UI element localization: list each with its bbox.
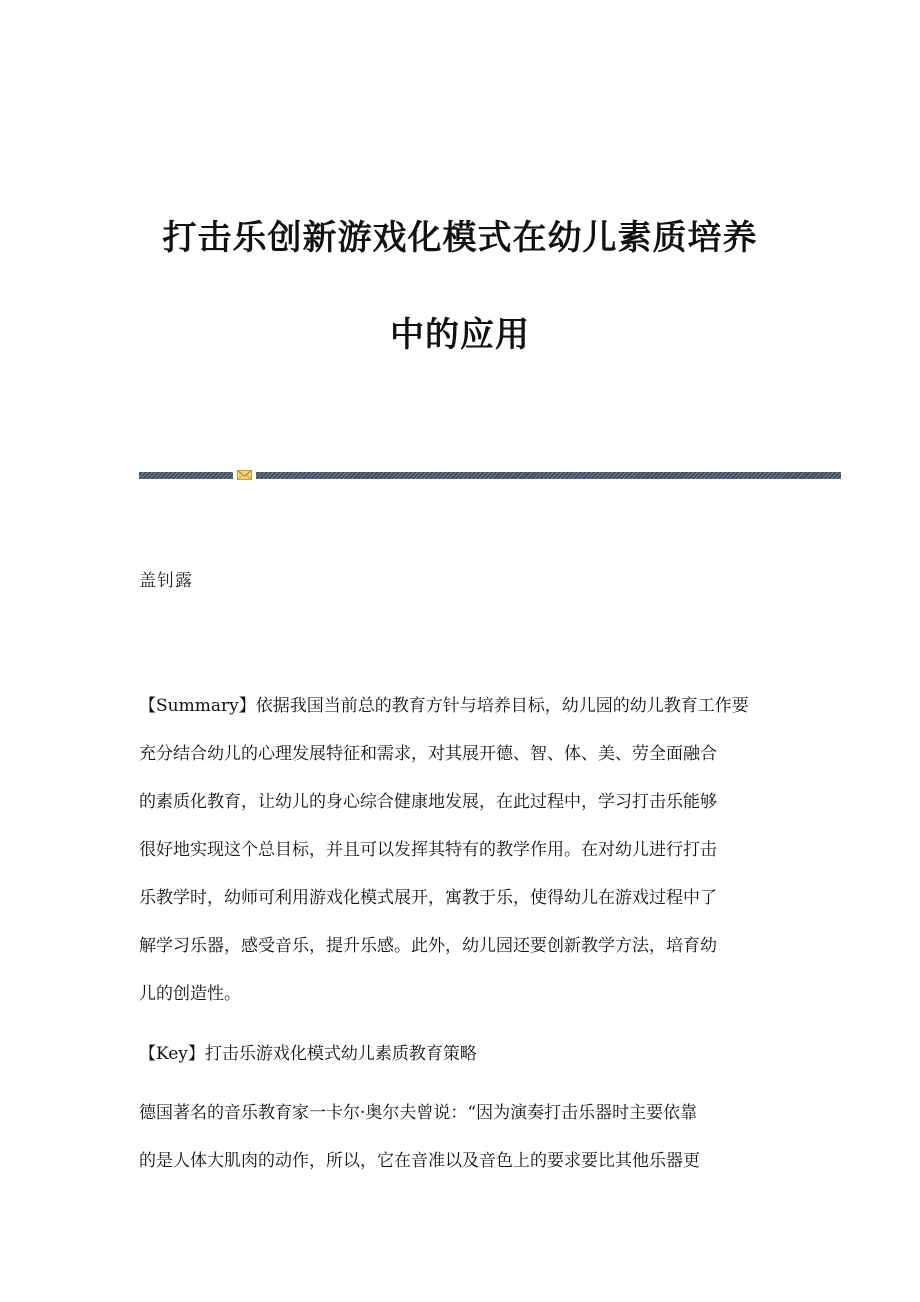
body-line: 德国著名的音乐教育家一卡尔·奥尔夫曾说：“因为演奏打击乐器时主要依靠: [139, 1103, 698, 1123]
title-line-2: 中的应用: [390, 315, 530, 355]
summary-line: 【Summary】依据我国当前总的教育方针与培养目标，幼儿园的幼儿教育工作要: [139, 696, 749, 716]
summary-line: 的素质化教育，让幼儿的身心综合健康地发展，在此过程中，学习打击乐能够: [139, 792, 717, 812]
summary-line: 充分结合幼儿的心理发展特征和需求，对其展开德、智、体、美、劳全面融合: [139, 744, 717, 764]
summary-line: 儿的创造性。: [139, 984, 241, 1004]
summary-line: 解学习乐器，感受音乐，提升乐感。此外，幼儿园还要创新教学方法，培育幼: [139, 936, 717, 956]
summary-line: 很好地实现这个总目标，并且可以发挥其特有的教学作用。在对幼儿进行打击: [139, 840, 717, 860]
author-name: 盖钊露: [139, 571, 193, 591]
body-line: 的是人体大肌肉的动作，所以，它在音准以及音色上的要求要比其他乐器更: [139, 1151, 700, 1171]
summary-line: 乐教学时，幼师可利用游戏化模式展开，寓教于乐，使得幼儿在游戏过程中了: [139, 888, 717, 908]
title-divider: [139, 468, 841, 482]
body-paragraph: [139, 1089, 789, 1185]
divider-bar-right: [256, 472, 841, 479]
divider-bar-left: [139, 472, 233, 479]
keywords-line: 【Key】打击乐游戏化模式幼儿素质教育策略: [139, 1044, 477, 1064]
envelope-ornament-icon: [237, 469, 252, 481]
title-line-1: 打击乐创新游戏化模式在幼儿素质培养: [162, 218, 758, 258]
summary-paragraph: [139, 682, 789, 1018]
